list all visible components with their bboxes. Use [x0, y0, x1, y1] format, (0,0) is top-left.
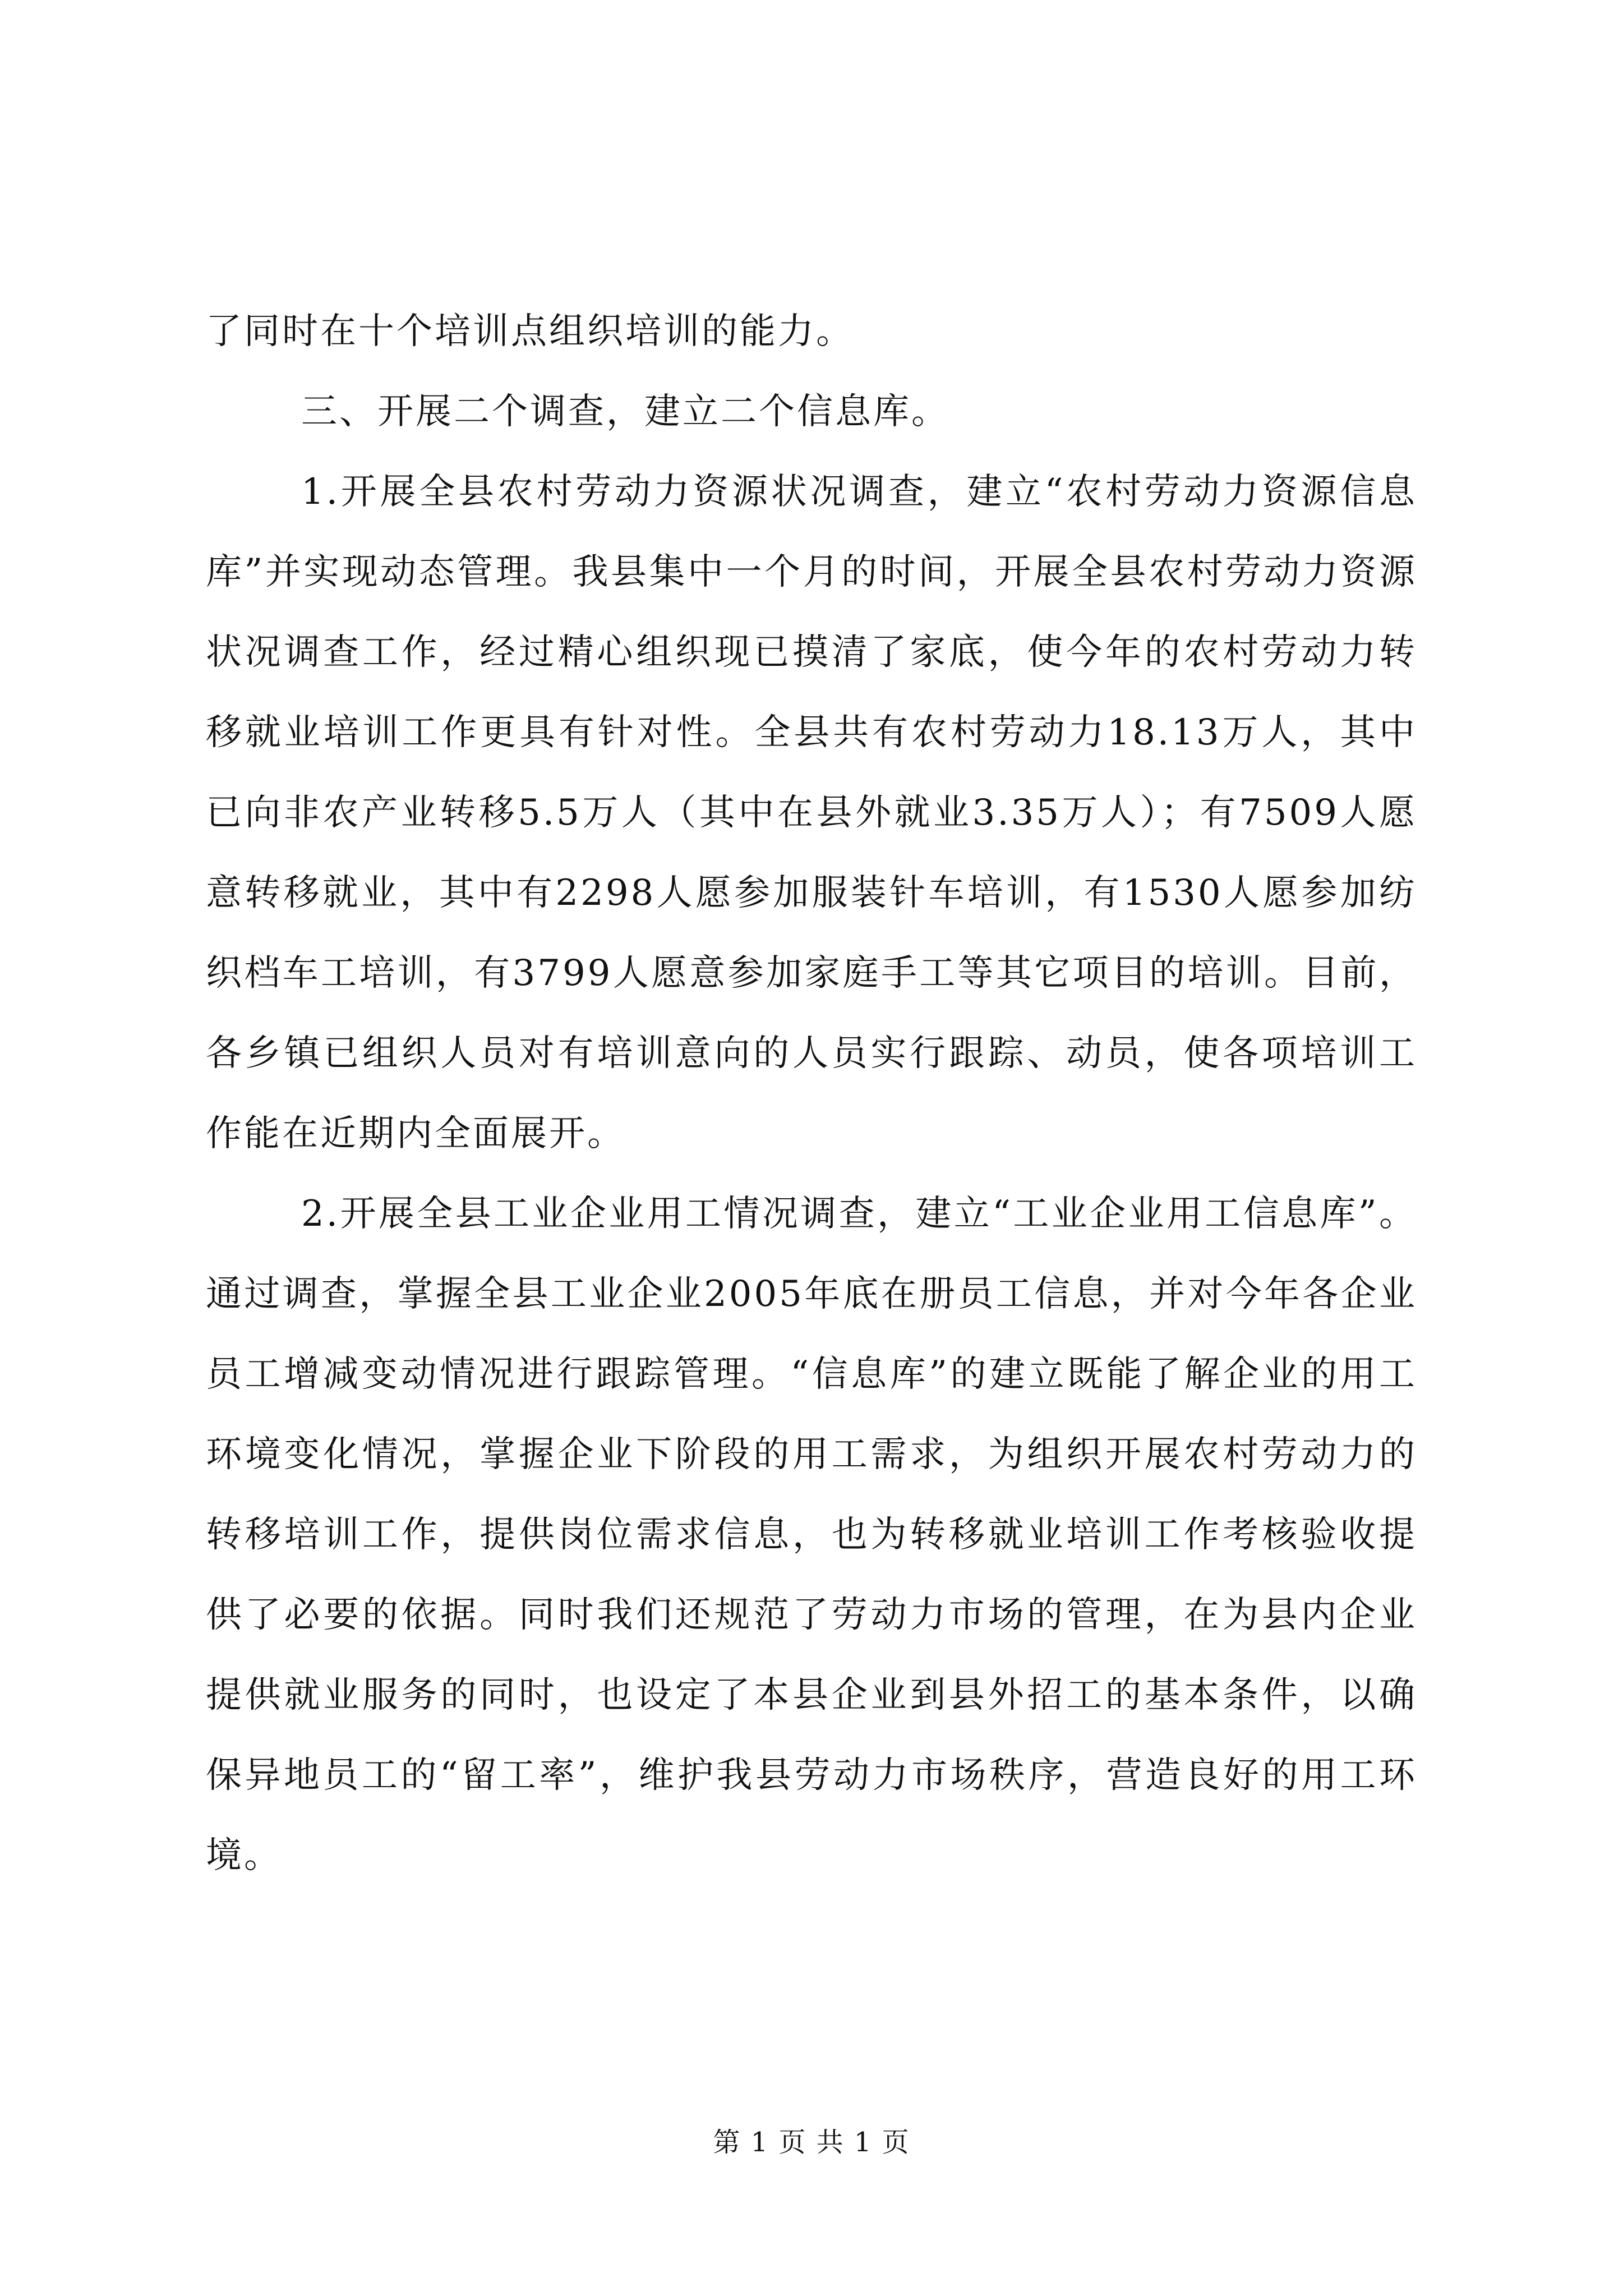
- paragraph-continuation: 了同时在十个培训点组织培训的能力。: [206, 311, 854, 352]
- document-body: [206, 292, 1417, 1896]
- page-footer: 第 1 页 共 1 页: [713, 2127, 910, 2158]
- section-heading: 三、开展二个调查，建立二个信息库。: [301, 391, 949, 432]
- paragraph-labor-survey: 1.开展全县农村劳动力资源状况调查，建立“农村劳动力资源信息库”并实现动态管理。我县集中一个月的时间，开展全县农村劳动力资源状况调查工作，经过精心组织现已摸清了家底，使今年的农村劳动力转移就业培训工作更具有针对性。全县共有农村劳动力18.13万人，其中已向非农产业转移5.5万人（其中在县外就业3.35万人）；有7509人愿意转移就业，其中有2298人愿参加服装针车培训，有1530人愿参加纺织档车工培训，有3799人愿意参加家庭手工等其它项目的培训。目前，各乡镇已组织人员对有培训意向的人员实行跟踪、动员，使各项培训工作能在近期内全面展开。: [206, 471, 1417, 1154]
- paragraph-enterprise-survey: 2.开展全县工业企业用工情况调查，建立“工业企业用工信息库”。通过调查，掌握全县工业企业2005年底在册员工信息，并对今年各企业员工增减变动情况进行跟踪管理。“信息库”的建立既能了解企业的用工环境变化情况，掌握企业下阶段的用工需求，为组织开展农村劳动力的转移培训工作，提供岗位需求信息，也为转移就业培训工作考核验收提供了必要的依据。同时我们还规范了劳动力市场的管理，在为县内企业提供就业服务的同时，也设定了本县企业到县外招工的基本条件，以确保异地员工的“留工率”，维护我县劳动力市场秩序，营造良好的用工环境。: [206, 1193, 1417, 1876]
